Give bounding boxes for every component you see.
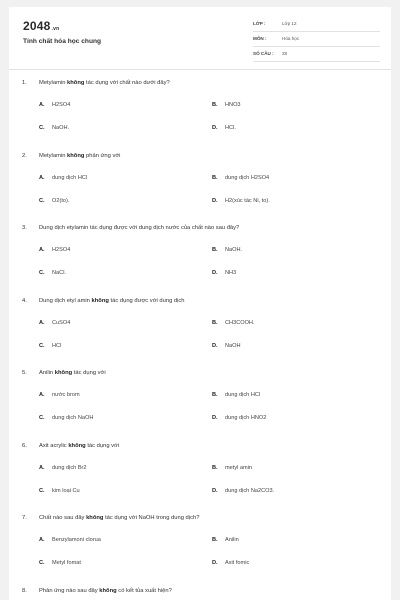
worksheet-page xyxy=(9,7,391,600)
question-text-pre: Chất nào sau đây xyxy=(39,515,87,521)
option-text: NaOH. xyxy=(225,247,243,253)
option-letter: D. xyxy=(212,197,218,204)
info-row-question-count xyxy=(253,47,380,62)
question-text xyxy=(22,153,120,159)
option-text: Benzylamoni clorua xyxy=(52,537,101,543)
info-row-class xyxy=(253,17,380,32)
question-text xyxy=(22,443,119,449)
question-text-post: tác dụng với chất nào dưới đây? xyxy=(84,80,170,86)
question-text-pre: Anilin xyxy=(39,370,55,376)
option-text: dung dịch HCl xyxy=(52,174,88,181)
option-letter: A. xyxy=(39,319,45,326)
answer-option[interactable] xyxy=(39,247,70,253)
option-text: Axit fomic xyxy=(225,560,250,566)
option-letter: A. xyxy=(39,392,45,398)
option-text: H2(xúc tác Ni, to). xyxy=(225,197,270,204)
option-letter: B. xyxy=(212,102,218,108)
option-letter: D. xyxy=(212,270,218,276)
question-text-emphasis: không xyxy=(99,587,117,594)
option-text: dung dịch Na2CO3. xyxy=(225,487,275,494)
option-letter: B. xyxy=(212,174,218,181)
question-text xyxy=(22,298,185,304)
option-text: O2(to). xyxy=(52,197,70,204)
question-text-emphasis: không xyxy=(86,515,104,521)
option-letter: B. xyxy=(212,392,218,398)
option-letter: B. xyxy=(212,247,218,253)
option-text: H2SO4 xyxy=(52,247,71,253)
question-text-pre: Dung dịch etyl amin xyxy=(39,297,92,304)
answer-option[interactable] xyxy=(39,537,101,543)
option-letter: D. xyxy=(212,415,218,421)
info-label: MÔN : xyxy=(253,36,267,41)
info-label: SỐ CÂU : xyxy=(253,51,274,56)
question-number: 6. xyxy=(22,442,27,449)
answer-option[interactable] xyxy=(212,392,260,398)
info-panel xyxy=(253,17,380,62)
option-text: HNO3 xyxy=(225,102,241,108)
answer-option[interactable] xyxy=(212,270,236,276)
option-text: dung dịch HNO2 xyxy=(225,415,267,421)
option-letter: C. xyxy=(39,487,45,494)
option-text: dung dịch NaOH xyxy=(52,415,94,421)
answer-option[interactable] xyxy=(212,465,252,471)
worksheet-header xyxy=(9,7,391,70)
answer-option[interactable] xyxy=(39,102,70,108)
question-text-emphasis: không xyxy=(68,442,86,449)
answer-option[interactable] xyxy=(212,175,269,181)
question-text-post: tác dụng với NaOH trong dung dịch? xyxy=(103,515,200,521)
question-text-emphasis: không xyxy=(54,370,73,376)
option-text: NaCl. xyxy=(52,270,66,276)
question-text-pre: Phản ứng nào sau đây xyxy=(39,587,100,594)
option-text: kim loại Cu xyxy=(52,487,80,494)
option-letter: C. xyxy=(39,342,45,349)
document-title: Tính chất hóa học chung xyxy=(23,38,102,45)
question-number: 4. xyxy=(22,297,27,304)
question-text-post: tác dụng với xyxy=(72,370,106,376)
answer-option[interactable] xyxy=(212,415,266,421)
option-letter: A. xyxy=(39,247,45,253)
question-text xyxy=(22,588,172,594)
option-text: Metyl fomat xyxy=(52,560,81,566)
question-text-emphasis: không xyxy=(67,80,85,86)
question-text-post: có kết tủa xuất hiện? xyxy=(116,587,172,594)
question-text-pre: Dung dịch etylamin tác dụng được với dung dịch nước của chất nào sau đây? xyxy=(39,225,240,231)
option-text: dung dịch H2SO4 xyxy=(225,174,270,181)
option-letter: D. xyxy=(212,560,218,566)
option-text: NaOH. xyxy=(52,125,70,131)
answer-option[interactable] xyxy=(212,343,241,349)
question-number: 8. xyxy=(22,587,27,594)
answer-option[interactable] xyxy=(39,125,69,131)
answer-option[interactable] xyxy=(212,125,236,131)
option-letter: B. xyxy=(212,319,218,326)
answer-option[interactable] xyxy=(39,343,61,349)
answer-option[interactable] xyxy=(39,320,70,326)
answer-option[interactable] xyxy=(39,175,87,181)
option-text: metyl amin xyxy=(225,464,253,471)
option-text: dung dịch HCl xyxy=(225,392,261,398)
question-text xyxy=(22,370,106,376)
option-text: nước brom xyxy=(52,392,80,398)
info-row-subject xyxy=(253,32,380,47)
option-text: HCl. xyxy=(225,125,236,131)
question-text xyxy=(22,515,199,521)
answer-option[interactable] xyxy=(212,537,239,543)
question-number: 2. xyxy=(22,152,27,159)
option-letter: A. xyxy=(39,174,45,181)
answer-option[interactable] xyxy=(212,560,249,566)
option-letter: C. xyxy=(39,125,45,131)
option-letter: D. xyxy=(212,342,218,349)
question-text-pre: Axit acrylic xyxy=(39,442,69,449)
option-letter: A. xyxy=(39,464,45,471)
answer-option[interactable] xyxy=(212,488,274,494)
answer-option[interactable] xyxy=(39,270,66,276)
answer-option[interactable] xyxy=(212,198,270,204)
question-text xyxy=(22,80,170,86)
option-letter: C. xyxy=(39,197,45,204)
logo-domain-text: .vn xyxy=(51,26,60,32)
logo-main-text: 2048 xyxy=(23,19,51,33)
answer-option[interactable] xyxy=(39,488,80,494)
option-text: NaOH xyxy=(225,342,241,349)
question-number: 7. xyxy=(22,515,27,521)
info-label: LỚP : xyxy=(253,21,266,26)
question-text-pre: Metylamin xyxy=(39,80,68,86)
answer-option[interactable] xyxy=(39,198,69,204)
option-letter: D. xyxy=(212,125,218,131)
answer-option[interactable] xyxy=(212,320,255,326)
option-letter: C. xyxy=(39,270,45,276)
question-number: 1. xyxy=(22,80,27,86)
question-text-post: phản ứng với xyxy=(84,152,121,159)
info-value: Lớp 12 xyxy=(282,21,297,26)
question-text xyxy=(22,225,239,231)
answer-option[interactable] xyxy=(39,465,87,471)
option-letter: C. xyxy=(39,560,45,566)
question-text-emphasis: không xyxy=(67,152,85,159)
question-number: 5. xyxy=(22,370,27,376)
question-text-post: tác dụng được với dung dịch xyxy=(108,297,185,304)
option-letter: D. xyxy=(212,487,218,494)
question-text-pre: Metylamin xyxy=(39,152,68,159)
option-letter: A. xyxy=(39,537,45,543)
option-text: CH3COOH. xyxy=(225,319,255,326)
answer-option[interactable] xyxy=(212,102,241,108)
info-value: Hóa học xyxy=(282,36,300,41)
option-letter: C. xyxy=(39,415,45,421)
question-text-emphasis: không xyxy=(91,297,109,304)
option-text: Anilin xyxy=(225,537,239,543)
option-text: HCl xyxy=(52,342,62,349)
answer-option[interactable] xyxy=(39,415,93,421)
question-text-post: tác dụng với xyxy=(85,442,120,449)
question-number: 3. xyxy=(22,225,27,231)
option-letter: A. xyxy=(39,102,45,108)
answer-option[interactable] xyxy=(39,560,81,566)
info-value: 28 xyxy=(282,51,288,56)
option-text: dung dịch Br2 xyxy=(52,464,87,471)
option-text: NH3 xyxy=(225,270,237,276)
option-letter: B. xyxy=(212,537,218,543)
option-text: H2SO4 xyxy=(52,102,71,108)
option-letter: B. xyxy=(212,464,218,471)
answer-option[interactable] xyxy=(212,247,242,253)
answer-option[interactable] xyxy=(39,392,80,398)
option-text: CuSO4 xyxy=(52,319,71,326)
site-logo[interactable] xyxy=(23,19,59,33)
